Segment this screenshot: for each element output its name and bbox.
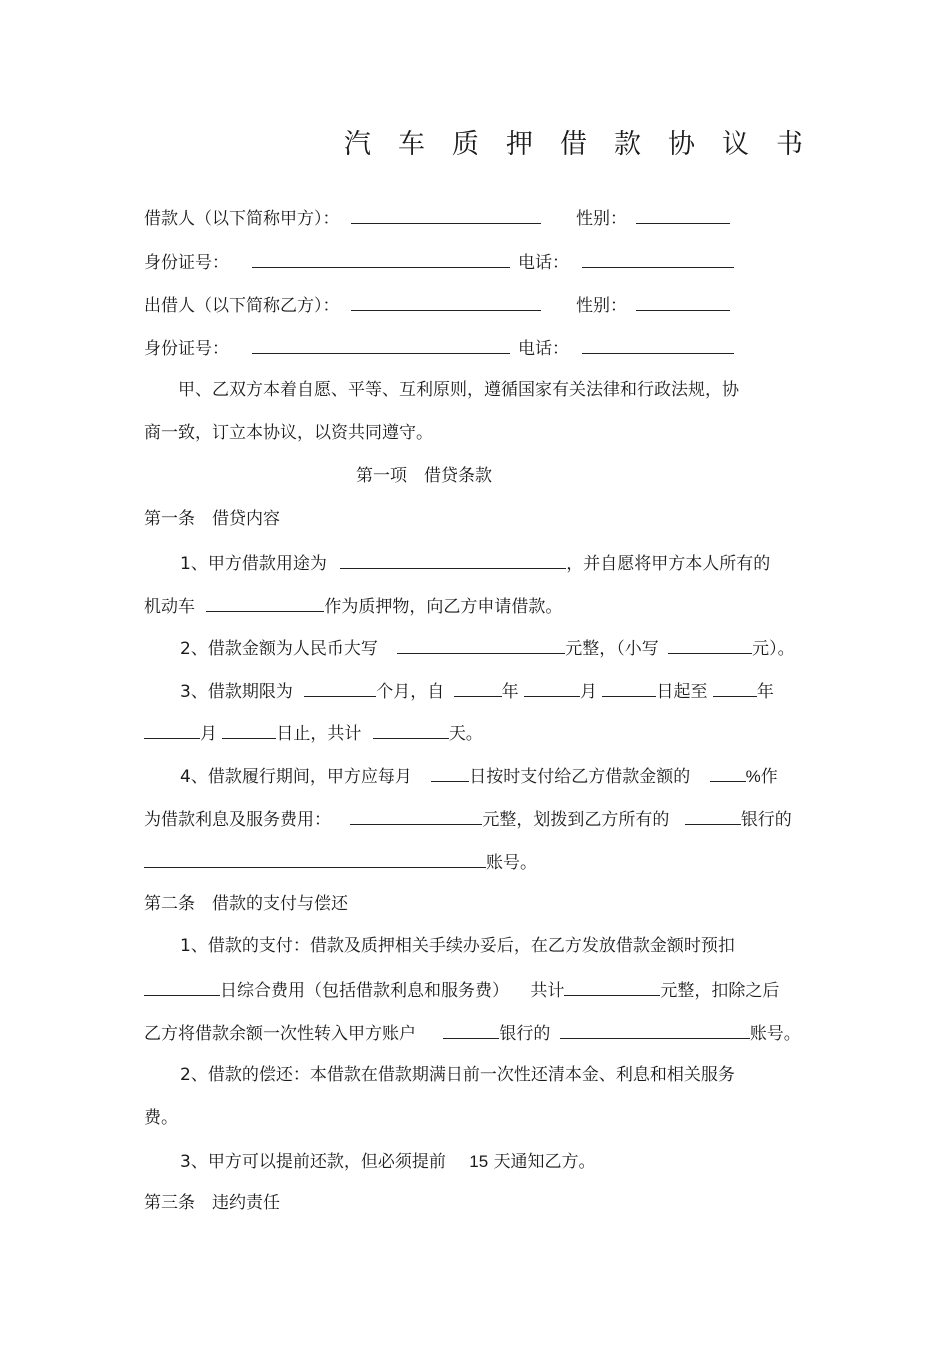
lender-gender-row <box>576 292 730 318</box>
borrower-bank-field[interactable] <box>443 1020 499 1039</box>
interest-rate-field[interactable] <box>710 763 746 782</box>
phone-label: 电话： <box>518 253 569 273</box>
lender-label: 出借人（以下简称乙方）： <box>144 296 340 316</box>
borrower-row <box>144 205 541 231</box>
clause-text: 元）。 <box>752 639 795 659</box>
clause-text: 天通知乙方。 <box>493 1152 596 1172</box>
gender-label: 性别： <box>576 296 627 316</box>
art2-clause-2-line-2: 费。 <box>144 1108 178 1128</box>
clause-text: 元整，扣除之后 <box>660 981 780 1001</box>
document-title: 汽车质押借款协议书 <box>344 129 830 160</box>
art2-clause-1-line-3 <box>144 1020 801 1046</box>
article-1-heading: 第一条 借贷内容 <box>144 509 280 529</box>
clause-text: 月 <box>200 724 217 744</box>
lender-bank-field[interactable] <box>685 806 741 825</box>
lender-phone-field[interactable] <box>582 335 734 354</box>
art2-clause-2-line-1: 2、借款的偿还：本借款在借款期满日前一次性还清本金、利息和相关服务 <box>180 1065 735 1085</box>
intro-line-1: 甲、乙双方本着自愿、平等、互利原则，遵循国家有关法律和行政法规，协 <box>178 380 739 400</box>
art1-clause-4-line-1 <box>180 763 778 789</box>
article-3-heading: 第三条 违约责任 <box>144 1193 280 1213</box>
end-day-field[interactable] <box>222 720 276 739</box>
loan-purpose-field[interactable] <box>340 550 566 569</box>
art2-clause-1-line-2 <box>144 977 779 1003</box>
borrower-label: 借款人（以下简称甲方）： <box>144 209 340 229</box>
clause-text: 2、借款金额为人民币大写 <box>180 639 378 659</box>
lender-id-field[interactable] <box>252 335 510 354</box>
art1-clause-4-line-3 <box>144 849 537 875</box>
clause-text: ，并自愿将甲方本人所有的 <box>566 554 771 574</box>
clause-text: 日起至 <box>656 682 708 702</box>
end-month-field[interactable] <box>144 720 200 739</box>
art2-clause-3 <box>180 1150 596 1174</box>
borrower-gender-row <box>576 205 730 231</box>
borrower-id-field[interactable] <box>252 249 510 268</box>
amount-figures-field[interactable] <box>668 635 752 654</box>
art1-clause-1-line-1 <box>180 550 770 576</box>
id-label: 身份证号： <box>144 253 229 273</box>
lender-name-field[interactable] <box>351 292 541 311</box>
clause-text: 为借款利息及服务费用： <box>144 810 331 830</box>
clause-text: 乙方将借款余额一次性转入甲方账户 <box>144 1024 416 1044</box>
amount-words-field[interactable] <box>397 635 565 654</box>
lender-id-row <box>144 335 510 361</box>
borrower-gender-field[interactable] <box>636 205 730 224</box>
clause-text: 日止，共计 <box>276 724 362 744</box>
clause-text: 元整，（小写 <box>565 639 659 659</box>
art1-clause-2 <box>180 635 795 661</box>
clause-text: 3、甲方可以提前还款，但必须提前 <box>180 1152 446 1172</box>
total-days-field[interactable] <box>373 720 449 739</box>
clause-text: 4、借款履行期间，甲方应每月 <box>180 767 412 787</box>
art1-clause-3-line-2 <box>144 720 483 746</box>
clause-text: 日综合费用（包括借款利息和服务费） <box>220 981 509 1001</box>
art1-clause-1-line-2 <box>144 593 562 619</box>
clause-text: 元整，划拨到乙方所有的 <box>482 810 670 830</box>
phone-label: 电话： <box>518 339 569 359</box>
intro-line-2: 商一致，订立本协议，以资共同遵守。 <box>144 423 433 443</box>
vehicle-field[interactable] <box>206 593 324 612</box>
clause-text: 共计 <box>530 981 565 1001</box>
end-year-field[interactable] <box>713 678 757 697</box>
clause-text: %作 <box>745 767 778 786</box>
section-heading: 第一项 借贷条款 <box>356 466 492 486</box>
id-label: 身份证号： <box>144 339 229 359</box>
borrower-id-row <box>144 249 510 275</box>
clause-text: 作为质押物，向乙方申请借款。 <box>324 597 563 617</box>
art1-clause-3-line-1 <box>180 678 774 704</box>
start-month-field[interactable] <box>524 678 580 697</box>
clause-text: 1、甲方借款用途为 <box>180 554 327 574</box>
borrower-phone-field[interactable] <box>582 249 734 268</box>
gender-label: 性别： <box>576 209 627 229</box>
borrower-account-field[interactable] <box>560 1020 750 1039</box>
prepaid-amount-field[interactable] <box>564 977 660 996</box>
payment-day-field[interactable] <box>431 763 469 782</box>
clause-text: 机动车 <box>144 597 195 617</box>
lender-account-field[interactable] <box>144 849 486 868</box>
article-2-heading: 第二条 借款的支付与偿还 <box>144 894 348 914</box>
clause-text: 年 <box>756 682 774 702</box>
lender-gender-field[interactable] <box>636 292 730 311</box>
clause-text: 银行的 <box>740 810 792 830</box>
borrower-phone-row <box>518 249 734 275</box>
lender-phone-row <box>518 335 734 361</box>
art1-clause-4-line-2 <box>144 806 792 832</box>
borrower-name-field[interactable] <box>351 205 541 224</box>
art2-clause-1-line-1: 1、借款的支付：借款及质押相关手续办妥后，在乙方发放借款金额时预扣 <box>180 936 735 956</box>
prepaid-days-field[interactable] <box>144 977 220 996</box>
clause-text: 账号。 <box>486 853 537 873</box>
clause-text: 3、借款期限为 <box>180 682 293 702</box>
clause-text: 日按时支付给乙方借款金额的 <box>469 767 691 787</box>
start-day-field[interactable] <box>602 678 656 697</box>
clause-text: 个月，自 <box>376 682 445 702</box>
term-months-field[interactable] <box>304 678 376 697</box>
clause-text: 月 <box>580 682 598 702</box>
interest-amount-field[interactable] <box>350 806 482 825</box>
clause-text: 天。 <box>448 724 483 744</box>
notice-days-value: 15 <box>469 1152 489 1171</box>
clause-text: 银行的 <box>499 1024 551 1044</box>
clause-text: 账号。 <box>749 1024 801 1044</box>
lender-row <box>144 292 541 318</box>
start-year-field[interactable] <box>454 678 502 697</box>
clause-text: 年 <box>501 682 519 702</box>
